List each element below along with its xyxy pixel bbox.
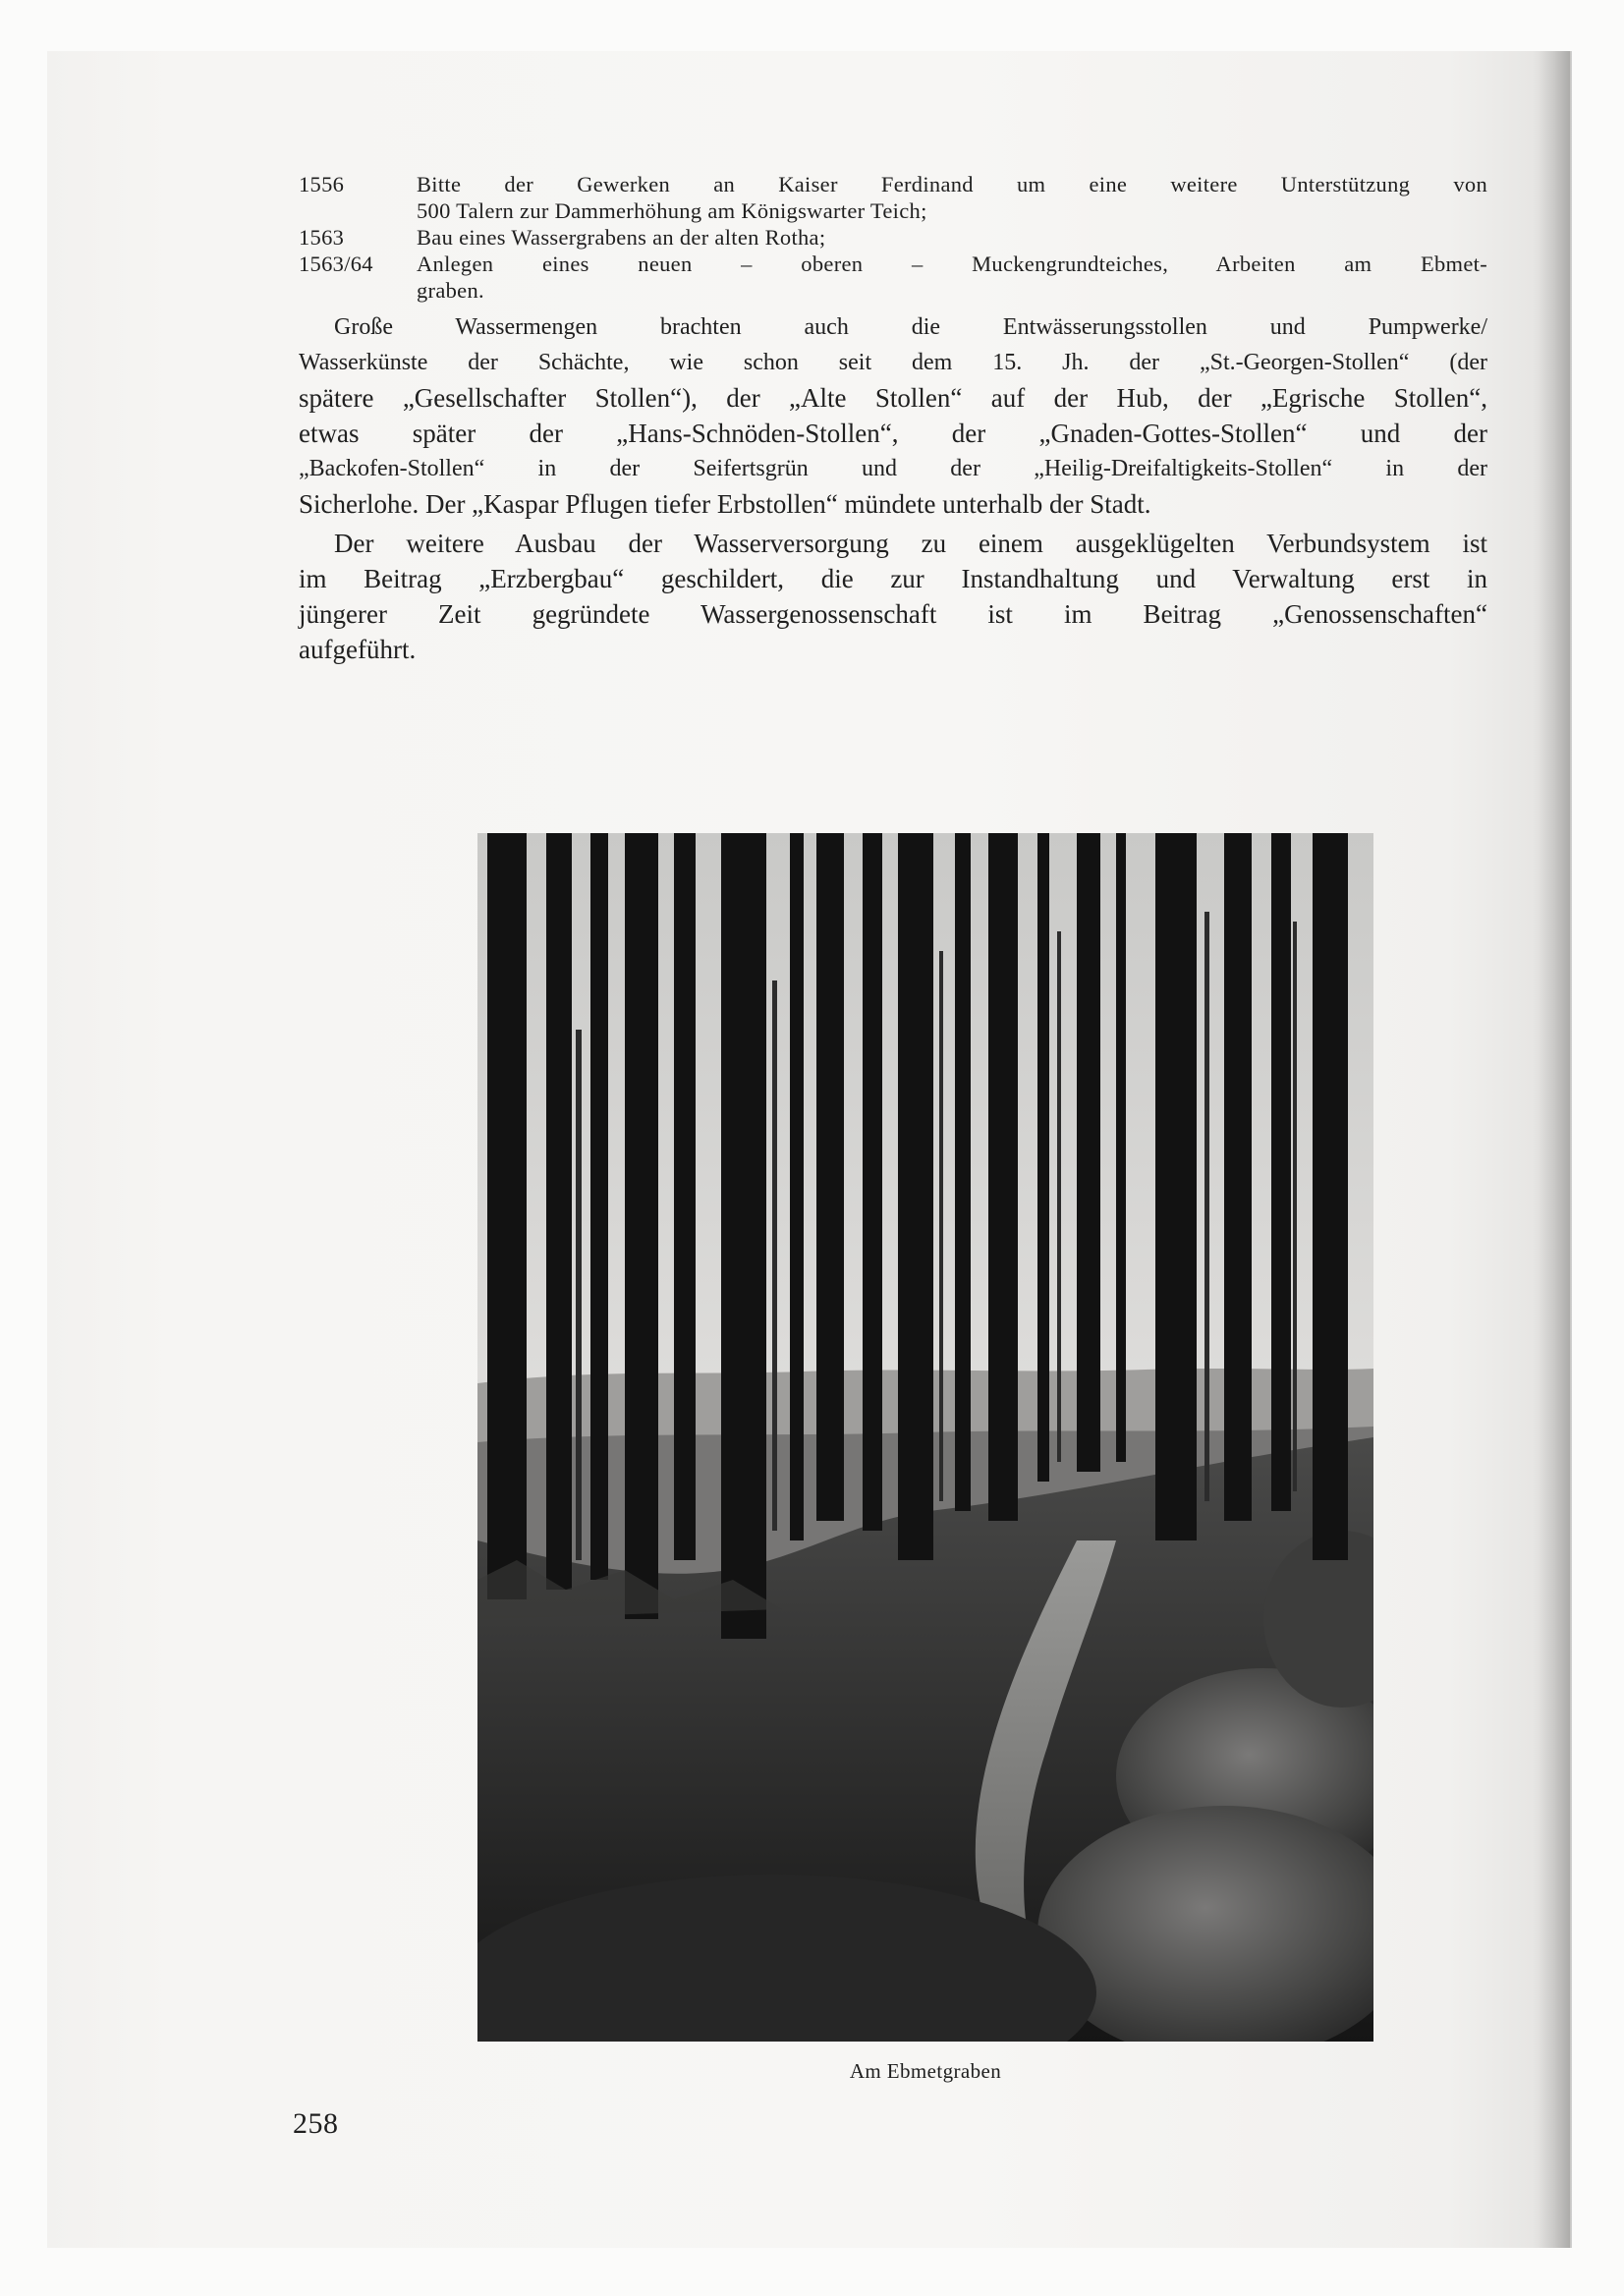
- chronology-year: 1563: [299, 225, 345, 250]
- chronology-entry: [417, 171, 1487, 224]
- chronology-line: graben.: [417, 278, 484, 303]
- figure-caption: Am Ebmetgraben: [849, 2059, 1002, 2083]
- chronology-list: [299, 171, 1487, 304]
- paragraph: [299, 309, 1487, 522]
- paragraph-line: aufgeführt.: [299, 635, 417, 664]
- chronology-line: Bau eines Wassergrabens an der alten Rotha;: [417, 225, 826, 250]
- page-edge: [1570, 51, 1571, 2248]
- body-text: [299, 171, 1487, 667]
- paragraph-line: Wasserkünste der Schächte, wie schon seit dem 15. Jh. der „St.-Georgen-Stollen“ (der: [299, 350, 1487, 375]
- chronology-line: Anlegen eines neuen – oberen – Muckengrundteiches, Arbeiten am Ebmet-: [417, 252, 1487, 276]
- paragraph-line: Sicherlohe. Der „Kaspar Pflugen tiefer Erbstollen“ mündete unterhalb der Stadt.: [299, 489, 1151, 519]
- chronology-year: 1556: [299, 172, 345, 196]
- photo-forest-water-ditch: [477, 833, 1373, 2042]
- chronology-line: Bitte der Gewerken an Kaiser Ferdinand um eine weitere Unterstützung von: [417, 172, 1487, 196]
- chronology-line: 500 Talern zur Dammerhöhung am Königswarter Teich;: [417, 198, 927, 223]
- paragraph-line: etwas später der „Hans-Schnöden-Stollen“, der „Gnaden-Gottes-Stollen“ und der: [299, 419, 1487, 448]
- chronology-entry: [417, 251, 1487, 304]
- chronology-entry: [417, 224, 1487, 251]
- paragraph-line: „Backofen-Stollen“ in der Seifertsgrün und der „Heilig-Dreifaltigkeits-Stollen“ in der: [299, 456, 1487, 481]
- page-gutter-shadow: [1533, 51, 1572, 2248]
- paragraph-line: Große Wassermengen brachten auch die Entwässerungsstollen und Pumpwerke/: [334, 314, 1487, 340]
- paragraph-line: im Beitrag „Erzbergbau“ geschildert, die zur Instandhaltung und Verwaltung erst in: [299, 564, 1487, 593]
- paragraph: [299, 526, 1487, 667]
- paragraph-line: spätere „Gesellschafter Stollen“), der „Alte Stollen“ auf der Hub, der „Egrische Stollen“,: [299, 383, 1487, 413]
- paragraph-line: Der weitere Ausbau der Wasserversorgung zu einem ausgeklügelten Verbundsystem ist: [334, 529, 1487, 558]
- chronology-year: 1563/64: [299, 252, 373, 276]
- paragraph-line: jüngerer Zeit gegründete Wassergenossenschaft ist im Beitrag „Genossenschaften“: [299, 599, 1487, 629]
- page-number: 258: [293, 2107, 339, 2140]
